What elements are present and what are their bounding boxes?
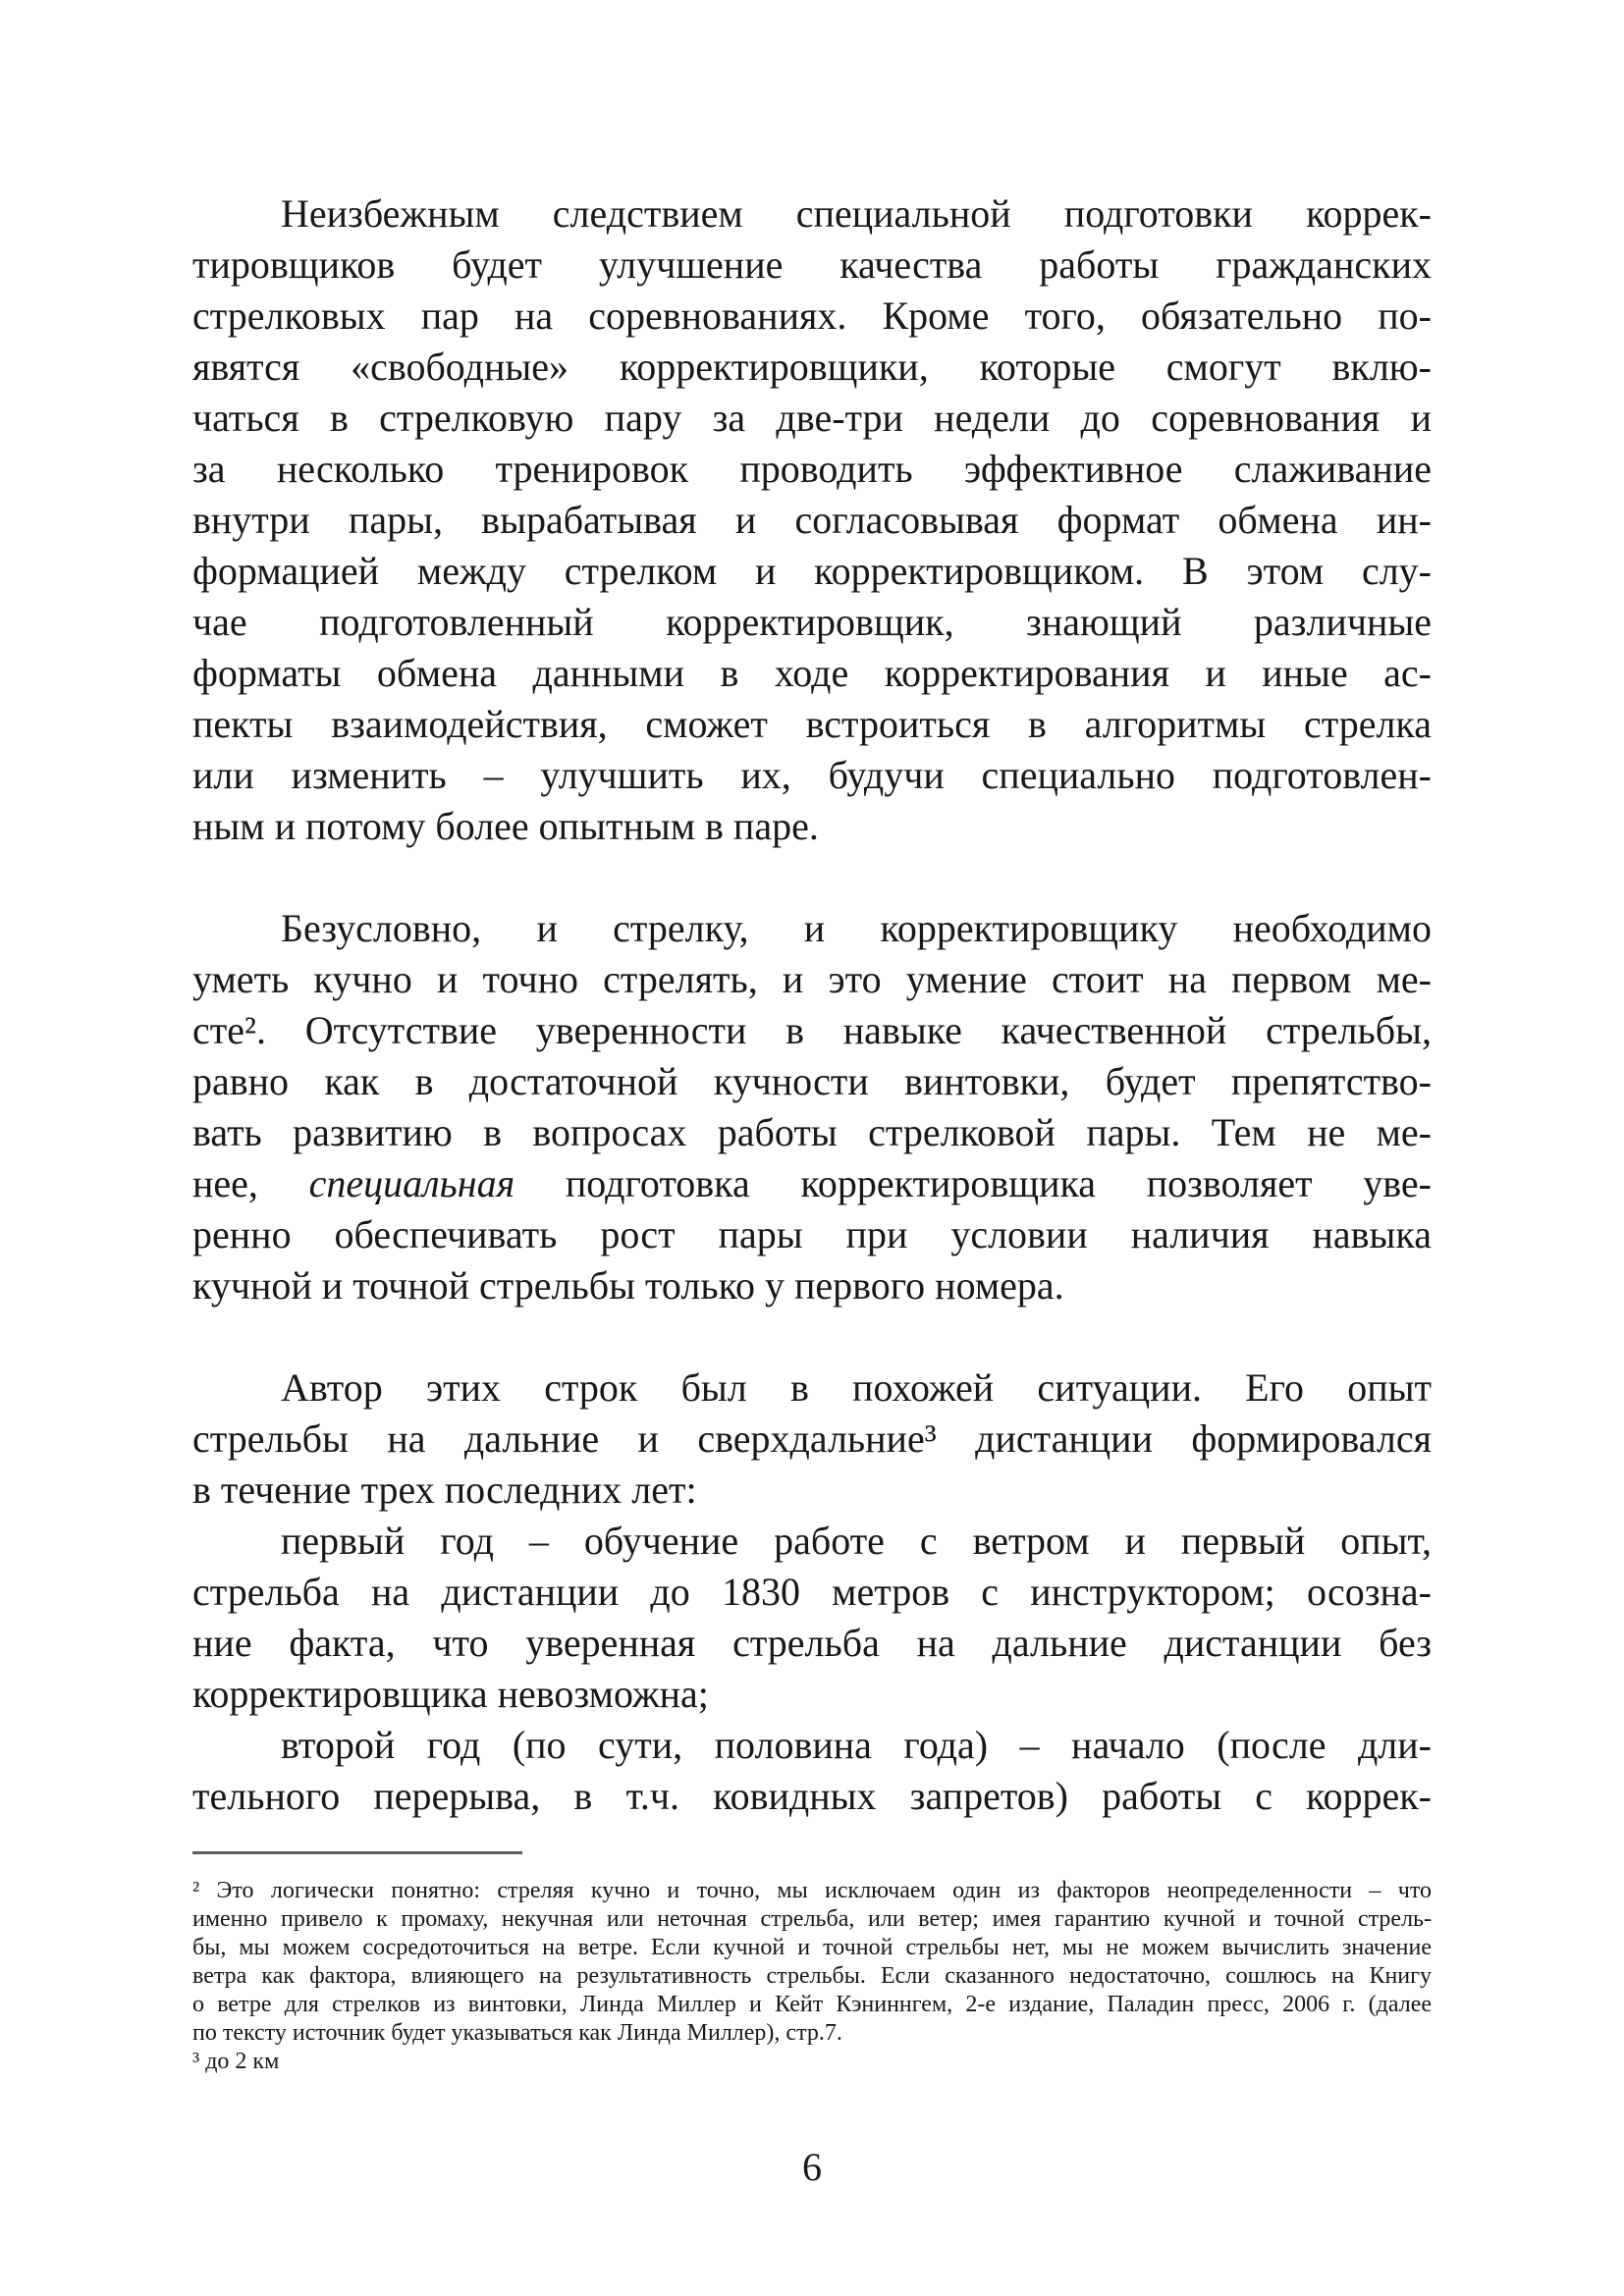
text-line: чае подготовленный корректировщик, знающий различные (192, 600, 1432, 644)
text-line: нее, специальная подготовка корректировщика позволяет уве- (192, 1161, 1432, 1205)
text-line: стрелковых пар на соревнованиях. Кроме того, обязательно по- (192, 294, 1432, 338)
text-line: явятся «свободные» корректировщики, которые смогут вклю- (192, 345, 1432, 389)
text-line: корректировщика невозможна; (192, 1672, 709, 1716)
text-line: ² Это логически понятно: стреляя кучно и точно, мы исключаем один из факторов неопределенности – что (192, 1878, 1432, 1903)
text-line: ветра как фактора, влияющего на результативность стрельбы. Если сказанного недостаточно, сошлюсь на Книгу (192, 1963, 1432, 1989)
text-line: Автор этих строк был в похожей ситуации. Его опыт (281, 1365, 1432, 1410)
paragraph-1 (192, 188, 1432, 852)
footnote-2 (192, 1877, 1432, 2048)
text-line: о ветре для стрелков из винтовки, Линда Миллер и Кейт Кэниннгем, 2-е издание, Паладин пресс, 2006 г. (далее (192, 1992, 1432, 2017)
text-line: за несколько тренировок проводить эффективное слаживание (192, 447, 1432, 491)
text-line: ³ до 2 км (192, 2049, 280, 2074)
text-line: чаться в стрелковую пару за две-три недели до соревнования и (192, 396, 1432, 440)
text-line: тельного перерыва, в т.ч. ковидных запретов) работы с коррек- (192, 1774, 1432, 1818)
page-number: 6 (802, 2145, 822, 2189)
text-line: равно как в достаточной кучности винтовки, будет препятство- (192, 1059, 1432, 1103)
paragraph-2 (192, 903, 1432, 1311)
text-line: именно привело к промаху, некучная или неточная стрельба, или ветер; имея гарантию кучной и точной стрель- (192, 1906, 1432, 1932)
text-line: по тексту источник будет указываться как Линда Миллер), стр.7. (192, 2020, 842, 2046)
paragraph-4 (192, 1516, 1432, 1720)
text-line: бы, мы можем сосредоточиться на ветре. Если кучной и точной стрельбы нет, мы не можем вычислить значение (192, 1935, 1432, 1960)
text-line: или изменить – улучшить их, будучи специально подготовлен- (192, 753, 1432, 797)
footnote-3 (192, 2048, 1432, 2076)
text-line: второй год (по сути, половина года) – начало (после дли- (281, 1723, 1432, 1767)
text-line: Безусловно, и стрелку, и корректировщику необходимо (281, 906, 1432, 950)
paragraph-5 (192, 1720, 1432, 1822)
footnotes (192, 1877, 1432, 2076)
footnote-separator (192, 1851, 522, 1854)
text-line: стрельбы на дальние и сверхдальние³ дистанции формировался (192, 1416, 1432, 1461)
main-text (192, 188, 1432, 1822)
text-line: формацией между стрелком и корректировщиком. В этом слу- (192, 549, 1432, 593)
text-line: тировщиков будет улучшение качества работы гражданских (192, 242, 1432, 287)
text-line: кучной и точной стрельбы только у первого номера. (192, 1263, 1064, 1308)
text-line: пекты взаимодействия, сможет встроиться в алгоритмы стрелка (192, 702, 1432, 746)
text-line: в течение трех последних лет: (192, 1468, 697, 1512)
text-line: сте². Отсутствие уверенности в навыке качественной стрельбы, (192, 1008, 1432, 1052)
emphasis-text: специальная (308, 1161, 515, 1205)
text-line: уметь кучно и точно стрелять, и это умение стоит на первом ме- (192, 957, 1432, 1001)
text-line: ным и потому более опытным в паре. (192, 804, 819, 848)
text-line: форматы обмена данными в ходе корректирования и иные ас- (192, 651, 1432, 695)
text-line: Неизбежным следствием специальной подготовки коррек- (281, 191, 1432, 236)
text-line: ние факта, что уверенная стрельба на дальние дистанции без (192, 1621, 1432, 1665)
paragraph-3 (192, 1362, 1432, 1516)
text-line: первый год – обучение работе с ветром и первый опыт, (281, 1519, 1432, 1563)
text-line: внутри пары, вырабатывая и согласовывая формат обмена ин- (192, 498, 1432, 542)
text-line: вать развитию в вопросах работы стрелковой пары. Тем не ме- (192, 1110, 1432, 1154)
text-line: ренно обеспечивать рост пары при условии наличия навыка (192, 1212, 1432, 1256)
text-line: стрельба на дистанции до 1830 метров с инструктором; осозна- (192, 1570, 1432, 1614)
